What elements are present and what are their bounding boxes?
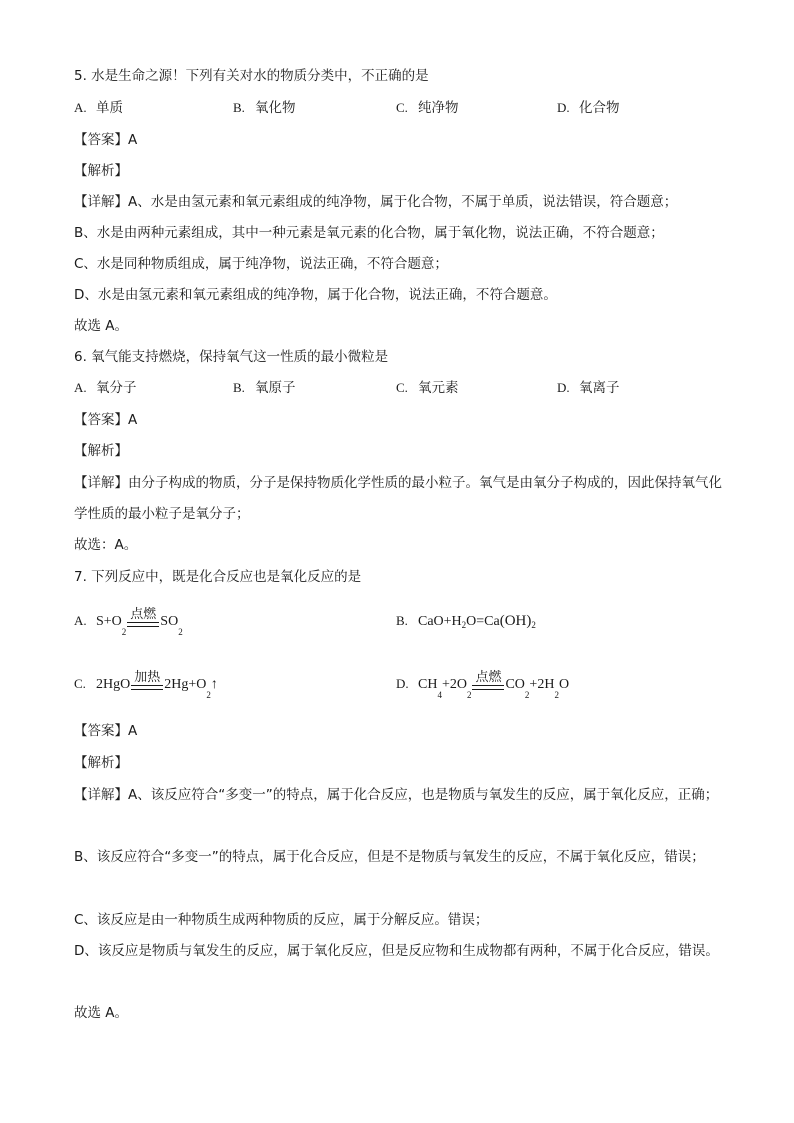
q7-conclusion: 故选 A。: [74, 1005, 129, 1021]
double-line: [127, 622, 159, 627]
equation-a: S+O 2 点燃 SO 2: [96, 607, 183, 637]
reaction-condition: 点燃: [472, 671, 504, 690]
q6-option-c: C. 氧元素: [396, 380, 459, 396]
q6-detail: 【详解】由分子构成的物质，分子是保持物质化学性质的最小粒子。氧气是由氧分子构成的，因此保持氧气化学性质的最小粒子是氧分子；: [74, 475, 722, 522]
q5-option-a: A. 单质: [74, 100, 123, 116]
double-line: [472, 685, 504, 690]
q5-detail-line: 【详解】A、水是由氢元素和氧元素组成的纯净物，属于化合物，不属于单质，说法错误，符合题意；: [74, 194, 678, 210]
q6-conclusion: 故选：A。: [74, 537, 138, 553]
q5-option-b: B. 氧化物: [233, 100, 296, 116]
q5-analysis-heading: 【解析】: [74, 163, 128, 179]
q7-analysis-heading: 【解析】: [74, 755, 128, 771]
q7-detail-line: B、该反应符合“多变一”的特点，属于化合反应，但是不是物质与氧发生的反应，不属于氧化反应，错误；: [74, 849, 705, 865]
q5-option-d: D. 化合物: [557, 100, 620, 116]
equation-c: 2HgO 加热 2Hg+O 2 ↑: [96, 670, 218, 700]
equation-d: CH 4 +2O 2 点燃 CO 2 +2H 2 O: [418, 670, 570, 700]
q7-detail-line: 【详解】A、该反应符合“多变一”的特点，属于化合反应，也是物质与氧发生的反应，属于氧化反应，正确；: [74, 787, 719, 803]
q5-stem: 5. 水是生命之源！下列有关对水的物质分类中，不正确的是: [74, 68, 429, 84]
q5-detail-line: D、水是由氢元素和氧元素组成的纯净物，属于化合物，说法正确，不符合题意。: [74, 287, 557, 303]
q6-answer: 【答案】A: [74, 412, 138, 428]
q6-option-b: B. 氧原子: [233, 380, 296, 396]
q7-option-c: C. 2HgO 加热 2Hg+O 2 ↑: [74, 670, 218, 700]
q5-conclusion: 故选 A。: [74, 318, 129, 334]
q5-answer: 【答案】A: [74, 132, 138, 148]
q7-answer: 【答案】A: [74, 723, 138, 739]
reaction-condition: 加热: [131, 671, 163, 690]
q5-option-c: C. 纯净物: [396, 100, 459, 116]
q6-option-d: D. 氧离子: [557, 380, 620, 396]
q7-stem: 7. 下列反应中，既是化合反应也是氧化反应的是: [74, 569, 362, 585]
q5-detail-line: C、水是同种物质组成，属于纯净物，说法正确，不符合题意；: [74, 256, 448, 272]
q6-analysis-heading: 【解析】: [74, 443, 128, 459]
q7-detail-line: C、该反应是由一种物质生成两种物质的反应，属于分解反应。错误；: [74, 912, 489, 928]
double-line: [131, 685, 163, 690]
q7-option-b: B. $CaO+H_2O=Ca(OH)_2$: [396, 613, 536, 630]
q6-stem: 6. 氧气能支持燃烧，保持氧气这一性质的最小微粒是: [74, 349, 389, 365]
gas-arrow-icon: ↑: [210, 677, 218, 692]
q6-option-a: A. 氧分子: [74, 380, 137, 396]
reaction-condition: 点燃: [127, 608, 159, 627]
q7-detail-line: D、该反应是物质与氧发生的反应，属于氧化反应，但是反应物和生成物都有两种，不属于化合反应，错误。: [74, 943, 719, 959]
q7-option-a: A. S+O 2 点燃 SO 2: [74, 607, 183, 637]
q5-detail-line: B、水是由两种元素组成，其中一种元素是氧元素的化合物，属于氧化物，说法正确，不符合题意；: [74, 225, 664, 241]
q7-option-d: D. CH 4 +2O 2 点燃 CO 2 +2H 2 O: [396, 670, 570, 700]
